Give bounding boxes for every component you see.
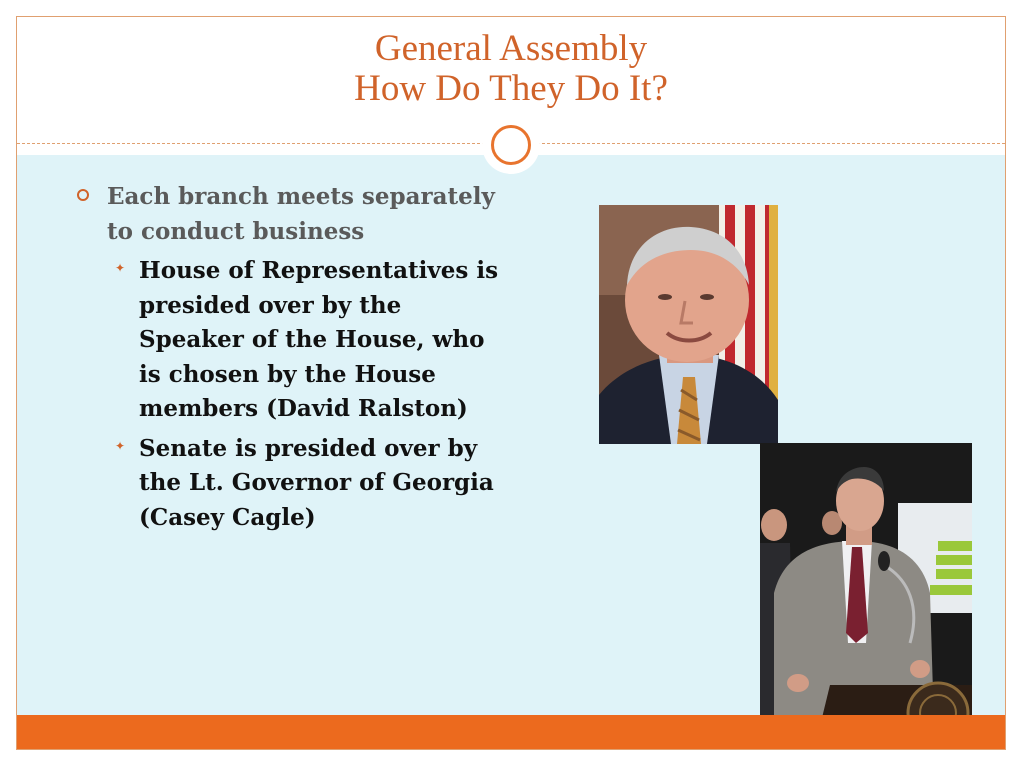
sub-bullet-item	[107, 254, 507, 427]
bullet-item	[77, 179, 507, 249]
sub-bullet-text: Senate is presided over by the Lt. Governor of Georgia (Casey Cagle)	[139, 434, 494, 531]
footer-accent-bar	[17, 715, 1005, 750]
slide	[16, 16, 1006, 750]
portrait-image	[599, 205, 778, 444]
bullet-text: Each branch meets separately to conduct business	[107, 183, 495, 245]
title-line-2: How Do They Do It?	[354, 68, 668, 109]
four-point-star-icon: ✦	[115, 261, 126, 275]
slide-title	[17, 29, 1005, 109]
title-line-1: General Assembly	[374, 28, 648, 69]
photo-speaker-portrait	[599, 205, 778, 444]
four-point-star-icon: ✦	[115, 438, 126, 453]
sub-bullet-text: House of Representatives is presided over by the Speaker of the House, who is chosen by the House members (David Ralston)	[139, 257, 499, 422]
photo-lt-governor-podium	[760, 443, 972, 726]
podium-image	[760, 443, 972, 726]
hollow-circle-icon	[77, 189, 89, 201]
circle-ornament-icon	[491, 125, 531, 165]
sub-bullet-item	[107, 432, 507, 536]
bullet-list	[77, 179, 507, 535]
